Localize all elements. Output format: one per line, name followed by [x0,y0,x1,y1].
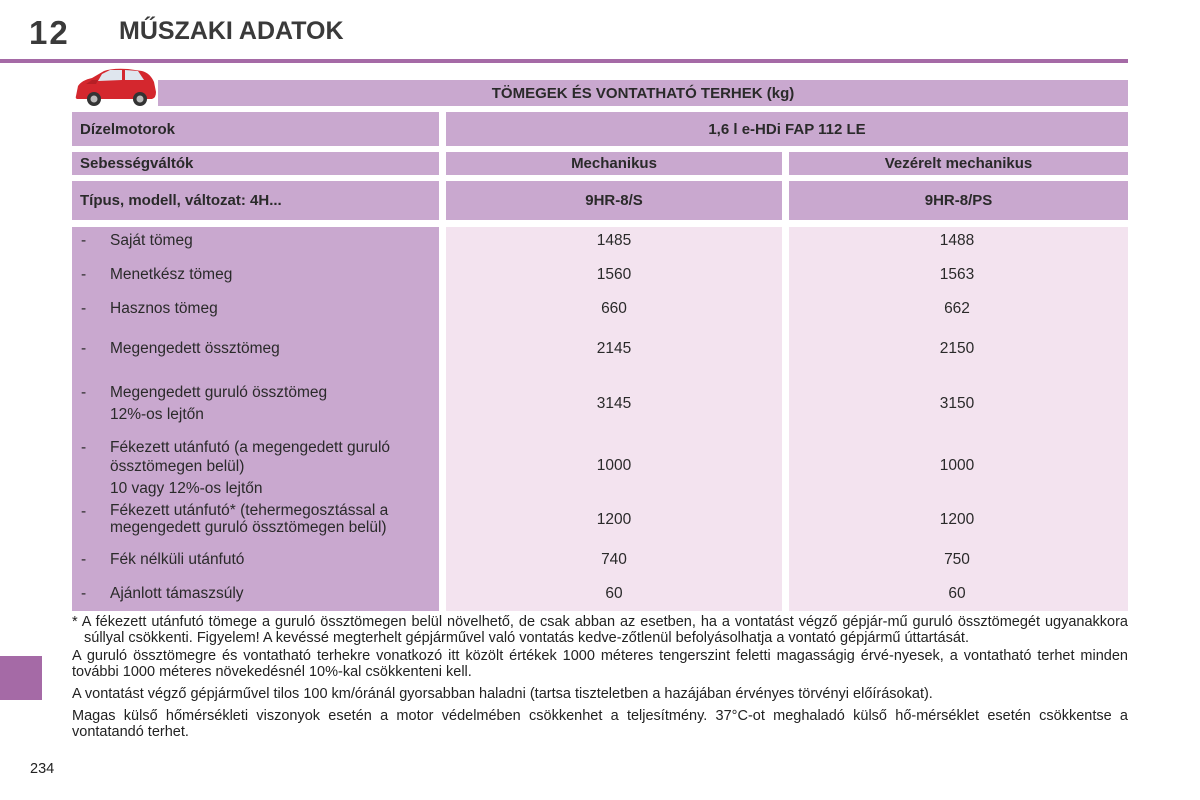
table-cell-auto: 60 [948,585,966,602]
table-row-label: - Menetkész tömeg [81,266,233,283]
table-cell-auto: 1200 [939,511,975,528]
table-cell-manual: 660 [601,300,627,317]
table-row-label: - Saját tömeg [81,232,193,249]
table-cell-manual: 1200 [596,511,632,528]
table-cell-manual: 1485 [596,232,632,249]
gearbox-label: Sebességváltók [72,152,439,175]
table-cell-manual: 1000 [596,457,632,474]
table-row-label: - Megengedett össztömeg [81,340,280,357]
engine-value: 1,6 l e-HDi FAP 112 LE [446,112,1128,146]
temperature-note: Magas külső hőmérsékleti viszonyok esetén a motor védelmében csökkenhet a teljesítmény. 37°C-ot meghaladó külső hő-mérséklet esetén csökkentse a vontatandó terhet. [72,708,1128,740]
type-label: Típus, modell, változat: 4H... [72,181,439,220]
chapter-number: 12 [29,14,70,51]
table-cell-auto: 2150 [939,340,975,357]
table-cell-auto: 750 [944,551,970,568]
table-title: TÖMEGEK ÉS VONTATHATÓ TERHEK (kg) [158,80,1128,106]
table-cell-auto: 1000 [939,457,975,474]
table-row-label: - Fékezett utánfutó* (tehermegosztással a megengedett guruló össztömegen belül) [81,502,389,536]
page-number: 234 [30,761,55,777]
title-divider [0,59,1128,63]
type-auto: 9HR-8/PS [789,181,1128,220]
table-row-label: - Fék nélküli utánfutó [81,551,245,568]
table-cell-manual: 740 [601,551,627,568]
table-row-label: - Ajánlott támaszsúly [81,585,244,602]
table-row-label: - Fékezett utánfutó (a megengedett guruló össztömegen belül) 10 vagy 12%-os lejtőn [81,439,391,497]
type-manual: 9HR-8/S [446,181,782,220]
footnote-text: * A fékezett utánfutó tömege a guruló össztömegen belül növelhető, de csak abban az esetben, ha a vontatást végző gépjár-mű guruló össztömegét ugyanakkora súllyal csökkenti. Figyelem! A kevéssé megterhelt gépjárművel való vontatás kedve-zőtlenül befolyásolhatja a vontató gépjármű úttartását. [72,614,1128,646]
table-cell-manual: 60 [605,585,623,602]
table-cell-manual: 3145 [596,395,632,412]
table-cell-auto: 3150 [939,395,975,412]
table-cell-auto: 1488 [939,232,975,249]
altitude-note: A guruló össztömegre és vontatható terhekre vonatkozó itt közölt értékek 1000 méteres tengerszint feletti magasságig érvé-nyesek, a vontatható terhet minden további 1000 méteres növekedésnél 10%-kal csökkenteni kell. [72,648,1128,680]
gearbox-auto: Vezérelt mechanikus [789,152,1128,175]
page-title: MŰSZAKI ADATOK [119,17,344,45]
engine-label: Dízelmotorok [72,112,439,146]
table-row-label: - Hasznos tömeg [81,300,218,317]
table-cell-auto: 1563 [939,266,975,283]
table-cell-auto: 662 [944,300,970,317]
gearbox-manual: Mechanikus [446,152,782,175]
speed-note: A vontatást végző gépjárművel tilos 100 km/óránál gyorsabban haladni (tartsa tiszteletben a hazájában érvényes törvényi előírásokat). [72,686,933,702]
table-cell-manual: 1560 [596,266,632,283]
notes-section [72,614,1128,740]
table-cell-manual: 2145 [596,340,632,357]
table-row-label: - Megengedett guruló össztömeg 12%-os lejtőn [81,384,328,423]
car-icon [72,66,158,108]
chapter-tab [0,656,42,700]
